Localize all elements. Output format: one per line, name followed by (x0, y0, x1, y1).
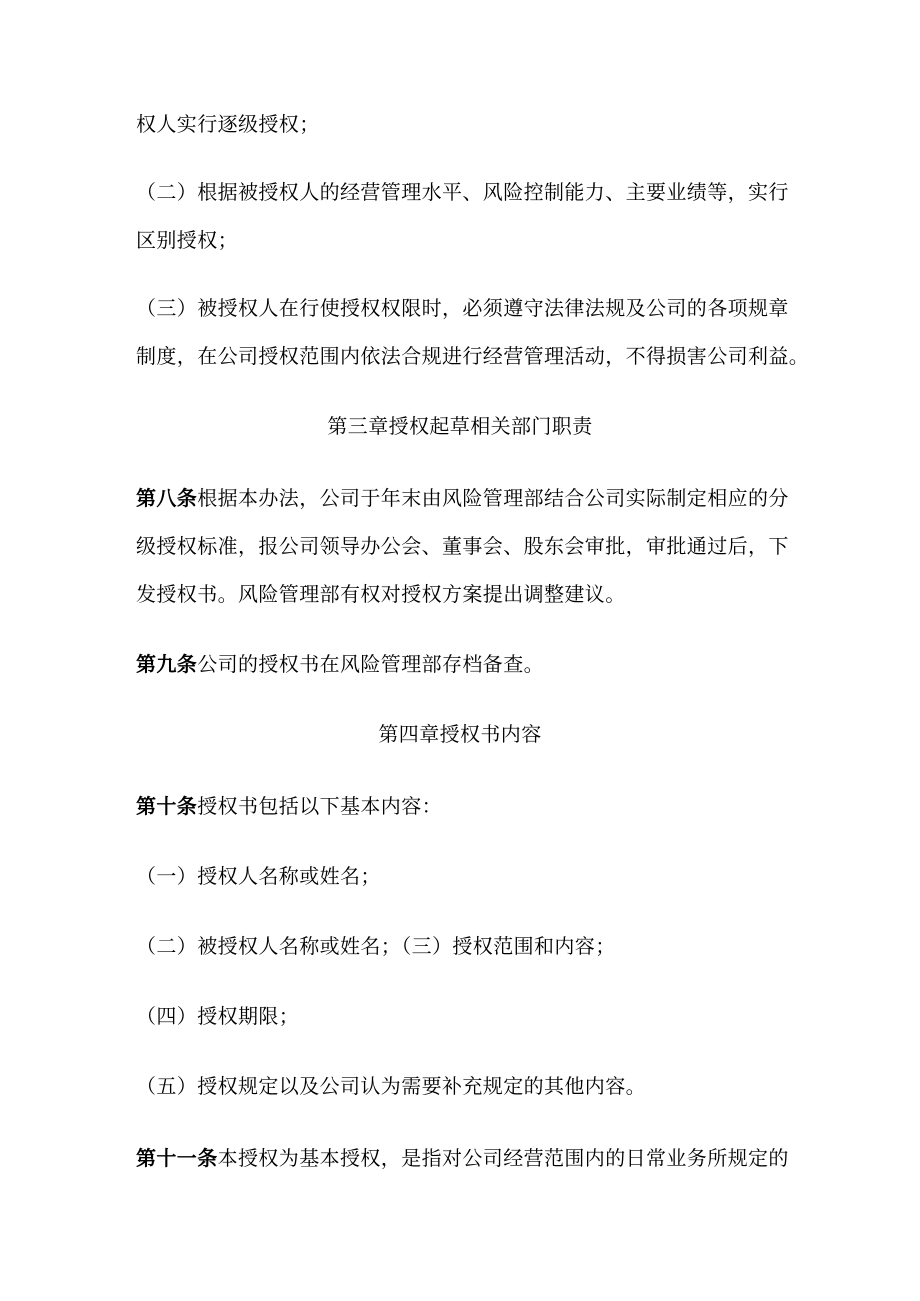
article-label: 第九条 (136, 652, 198, 676)
article-label: 第十条 (136, 794, 198, 818)
paragraph-line (136, 582, 626, 606)
text: （四）授权期限； (136, 1004, 300, 1028)
text: 发授权书。风险管理部有权对授权方案提出调整建议。 (136, 582, 626, 606)
text: 权人实行逐级授权； (136, 112, 320, 136)
paragraph-line (136, 296, 789, 320)
paragraph-line (136, 228, 238, 252)
article-text: 根据本办法，公司于年末由风险管理部结合公司实际制定相应的分 (197, 486, 789, 510)
text: （一）授权人名称或姓名； (136, 864, 381, 888)
paragraph-line (136, 344, 809, 368)
list-item (136, 934, 616, 958)
article-line (136, 1146, 789, 1170)
article-line (136, 486, 789, 510)
paragraph-line (136, 112, 320, 136)
chapter-heading (0, 414, 920, 438)
article-label: 第八条 (136, 486, 198, 510)
chapter-title: 第四章授权书内容 (378, 722, 542, 746)
article-line (136, 794, 442, 818)
text: （五）授权规定以及公司认为需要补充规定的其他内容。 (136, 1074, 646, 1098)
list-item (136, 864, 381, 888)
paragraph-line (136, 180, 789, 204)
chapter-heading (0, 722, 920, 746)
list-item (136, 1074, 646, 1098)
article-text: 公司的授权书在风险管理部存档备查。 (197, 652, 545, 676)
text: 制度，在公司授权范围内依法合规进行经营管理活动，不得损害公司利益。 (136, 344, 810, 368)
text: （二）被授权人名称或姓名；（三）授权范围和内容； (136, 934, 616, 958)
list-item (136, 1004, 299, 1028)
chapter-title: 第三章授权起草相关部门职责 (327, 414, 593, 438)
text: （二）根据被授权人的经营管理水平、风险控制能力、主要业绩等，实行 (136, 180, 789, 204)
text: 区别授权； (136, 228, 238, 252)
article-label: 第十一条 (136, 1146, 218, 1170)
article-text: 本授权为基本授权，是指对公司经营范围内的日常业务所规定的 (217, 1146, 789, 1170)
article-line (136, 652, 544, 676)
text: （三）被授权人在行使授权权限时，必须遵守法律法规及公司的各项规章 (136, 296, 789, 320)
text: 级授权标准，报公司领导办公会、董事会、股东会审批，审批通过后，下 (136, 534, 789, 558)
paragraph-line (136, 534, 789, 558)
article-text: 授权书包括以下基本内容： (197, 794, 443, 818)
